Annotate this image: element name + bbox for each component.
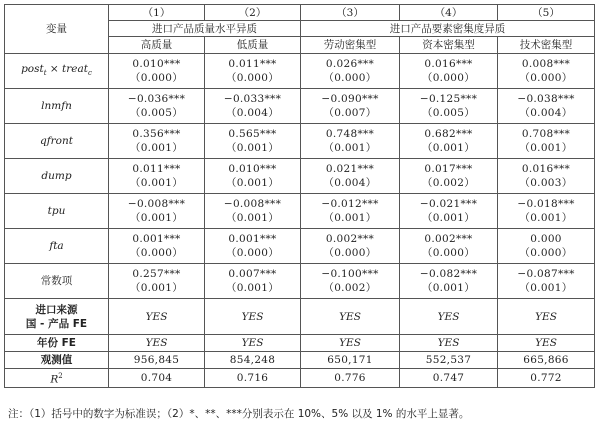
coefficient: 0.007***	[228, 268, 277, 280]
estimate-cell	[301, 124, 400, 159]
estimate-cell	[109, 124, 205, 159]
variable-name	[5, 54, 109, 89]
coefficient: 0.021***	[325, 163, 375, 175]
fe-year-row-value: YES	[400, 335, 498, 352]
col-number-3: （3）	[301, 5, 400, 21]
coefficient: −0.082***	[419, 268, 478, 280]
standard-error: （0.005）	[129, 107, 184, 119]
coefficient: 0.017***	[424, 163, 473, 175]
fe-origin-line1: 进口来源	[35, 303, 78, 316]
coefficient: 0.708***	[521, 128, 571, 140]
estimate-cell	[109, 229, 205, 264]
variable-name	[5, 194, 109, 229]
r2-row-value: 0.772	[498, 369, 595, 388]
r2-row	[5, 369, 595, 388]
standard-error: （0.001）	[519, 282, 573, 294]
table-row	[5, 159, 595, 194]
estimate-cell	[205, 194, 301, 229]
standard-error: （0.000）	[323, 72, 377, 84]
coefficient: 0.026***	[325, 58, 375, 70]
estimate-cell	[109, 264, 205, 299]
coefficient: −0.087***	[517, 268, 575, 280]
fe-year-row	[5, 335, 595, 352]
standard-error: （0.001）	[129, 177, 184, 189]
estimate-cell	[109, 89, 205, 124]
standard-error: （0.001）	[225, 177, 280, 189]
estimate-cell	[301, 194, 400, 229]
standard-error: （0.001）	[421, 212, 476, 224]
standard-error: （0.000）	[421, 247, 476, 259]
variable-name-part: fta	[49, 240, 64, 252]
fe-year-row-label	[5, 335, 109, 352]
fe-origin-row-label	[5, 299, 109, 335]
group-header-quality: 进口产品质量水平异质	[109, 21, 301, 37]
coefficient: −0.021***	[419, 198, 478, 210]
estimate-cell	[301, 229, 400, 264]
col-number-2: （2）	[205, 5, 301, 21]
standard-error: （0.001）	[225, 282, 280, 294]
table-row	[5, 229, 595, 264]
standard-error: （0.001）	[519, 142, 573, 154]
coefficient: 0.356***	[132, 128, 181, 140]
r2-row-value: 0.716	[205, 369, 301, 388]
estimate-cell	[301, 89, 400, 124]
estimate-cell	[109, 159, 205, 194]
estimate-cell	[109, 54, 205, 89]
subheader-capital-intensive: 资本密集型	[400, 37, 498, 54]
estimate-cell	[301, 159, 400, 194]
standard-error: （0.003）	[519, 177, 573, 189]
subheader-labor-intensive: 劳动密集型	[301, 37, 400, 54]
estimate-cell	[498, 194, 595, 229]
coefficient: 0.001***	[228, 233, 277, 245]
fe-origin-row-value: YES	[301, 299, 400, 335]
variable-subscript: c	[87, 69, 92, 78]
coefficient: 0.010***	[228, 163, 277, 175]
variable-name-part: qfront	[40, 135, 73, 147]
table-row	[5, 124, 595, 159]
r2-superscript: 2	[58, 372, 63, 380]
standard-error: （0.001）	[129, 212, 184, 224]
col-number-1: （1）	[109, 5, 205, 21]
coefficient: −0.090***	[321, 93, 379, 105]
col-number-4: （4）	[400, 5, 498, 21]
standard-error: （0.001）	[519, 212, 573, 224]
obs-row-value: 854,248	[205, 352, 301, 369]
standard-error: （0.000）	[323, 247, 377, 259]
variable-name-part: dump	[41, 170, 72, 182]
variable-header: 变量	[5, 5, 109, 54]
fe-origin-line2: 国 - 产品 FE	[25, 317, 88, 330]
standard-error: （0.001）	[421, 282, 476, 294]
variable-name: 常数项	[5, 264, 109, 299]
variable-name	[5, 159, 109, 194]
obs-row-label	[5, 352, 109, 369]
col-number-5: （5）	[498, 5, 595, 21]
obs-row	[5, 352, 595, 369]
fe-origin-row-value: YES	[498, 299, 595, 335]
fe-year-row-value: YES	[109, 335, 205, 352]
standard-error: （0.001）	[129, 142, 184, 154]
standard-error: （0.000）	[225, 247, 280, 259]
estimate-cell	[400, 194, 498, 229]
estimate-cell	[301, 264, 400, 299]
coefficient: 0.016***	[521, 163, 571, 175]
coefficient: 0.002***	[424, 233, 473, 245]
coefficient: −0.033***	[223, 93, 282, 105]
variable-name-part: lnmfn	[41, 100, 72, 112]
estimate-cell	[400, 229, 498, 264]
standard-error: （0.001）	[225, 212, 280, 224]
coefficient: 0.008***	[521, 58, 571, 70]
coefficient: −0.018***	[517, 198, 575, 210]
fe-origin-row	[5, 299, 595, 335]
coefficient: −0.100***	[321, 268, 379, 280]
standard-error: （0.004）	[323, 177, 377, 189]
coefficient: 0.011***	[228, 58, 277, 70]
obs-row-value: 665,866	[498, 352, 595, 369]
obs-label: 观测值	[40, 354, 73, 366]
variable-name	[5, 89, 109, 124]
variable-name	[5, 229, 109, 264]
coefficient: −0.008***	[127, 198, 186, 210]
subheader-tech-intensive: 技术密集型	[498, 37, 595, 54]
obs-row-value: 552,537	[400, 352, 498, 369]
standard-error: （0.001）	[323, 212, 377, 224]
estimate-cell	[400, 54, 498, 89]
standard-error: （0.001）	[323, 142, 377, 154]
standard-error: （0.000）	[421, 72, 476, 84]
standard-error: （0.000）	[519, 247, 573, 259]
regression-table	[4, 4, 595, 388]
r2-row-value: 0.776	[301, 369, 400, 388]
standard-error: （0.000）	[129, 72, 184, 84]
subheader-high-quality: 高质量	[109, 37, 205, 54]
variable-name-part: treat	[62, 62, 88, 75]
estimate-cell	[400, 124, 498, 159]
coefficient: −0.036***	[127, 93, 186, 105]
coefficient: 0.001***	[132, 233, 181, 245]
subheader-low-quality: 低质量	[205, 37, 301, 54]
estimate-cell	[400, 264, 498, 299]
coefficient: 0.565***	[228, 128, 277, 140]
fe-year-row-value: YES	[498, 335, 595, 352]
coefficient: −0.012***	[321, 198, 379, 210]
fe-year-label: 年份 FE	[36, 337, 76, 349]
coefficient: 0.010***	[132, 58, 181, 70]
coefficient: 0.002***	[325, 233, 375, 245]
coefficient: 0.016***	[424, 58, 473, 70]
estimate-cell	[205, 159, 301, 194]
estimate-cell	[498, 229, 595, 264]
r2-symbol: R	[50, 373, 59, 386]
fe-origin-row-value: YES	[400, 299, 498, 335]
estimate-cell	[400, 89, 498, 124]
standard-error: （0.004）	[225, 107, 280, 119]
fe-origin-row-value: YES	[109, 299, 205, 335]
standard-error: （0.007）	[323, 107, 377, 119]
estimate-cell	[498, 54, 595, 89]
interaction-sign: ×	[46, 62, 63, 75]
obs-row-value: 650,171	[301, 352, 400, 369]
table-row	[5, 194, 595, 229]
coefficient: −0.038***	[517, 93, 575, 105]
coefficient: 0.748***	[325, 128, 375, 140]
table-row	[5, 54, 595, 89]
estimate-cell	[400, 159, 498, 194]
coefficient: 0.000	[530, 233, 562, 245]
r2-row-value: 0.747	[400, 369, 498, 388]
standard-error: （0.002）	[323, 282, 377, 294]
coefficient: 0.011***	[132, 163, 181, 175]
table-row	[5, 264, 595, 299]
table-note: 注：（1）括号中的数字为标准误；（2）*、**、***分别表示在 10%、5% 以及 1% 的水平上显著。	[8, 408, 470, 420]
standard-error: （0.002）	[421, 177, 476, 189]
coefficient: −0.008***	[223, 198, 282, 210]
r2-row-value: 0.704	[109, 369, 205, 388]
estimate-cell	[205, 89, 301, 124]
estimate-cell	[498, 124, 595, 159]
estimate-cell	[205, 54, 301, 89]
fe-year-row-value: YES	[301, 335, 400, 352]
coefficient: −0.125***	[419, 93, 478, 105]
fe-year-row-value: YES	[205, 335, 301, 352]
estimate-cell	[205, 124, 301, 159]
r2-row-label	[5, 369, 109, 388]
estimate-cell	[498, 89, 595, 124]
standard-error: （0.000）	[519, 72, 573, 84]
estimate-cell	[205, 264, 301, 299]
standard-error: （0.001）	[421, 142, 476, 154]
estimate-cell	[498, 264, 595, 299]
standard-error: （0.000）	[225, 72, 280, 84]
variable-subscript: t	[43, 69, 47, 78]
estimate-cell	[498, 159, 595, 194]
standard-error: （0.004）	[519, 107, 573, 119]
variable-name-part: tpu	[47, 205, 66, 217]
table-row	[5, 89, 595, 124]
coefficient: 0.257***	[132, 268, 181, 280]
obs-row-value: 956,845	[109, 352, 205, 369]
variable-name	[5, 124, 109, 159]
estimate-cell	[205, 229, 301, 264]
group-header-factor-intensity: 进口产品要素密集度异质	[301, 21, 595, 37]
estimate-cell	[301, 54, 400, 89]
standard-error: （0.001）	[225, 142, 280, 154]
standard-error: （0.001）	[129, 282, 184, 294]
fe-origin-row-value: YES	[205, 299, 301, 335]
standard-error: （0.000）	[129, 247, 184, 259]
standard-error: （0.005）	[421, 107, 476, 119]
variable-name-part: post	[21, 62, 44, 75]
coefficient: 0.682***	[424, 128, 473, 140]
estimate-cell	[109, 194, 205, 229]
